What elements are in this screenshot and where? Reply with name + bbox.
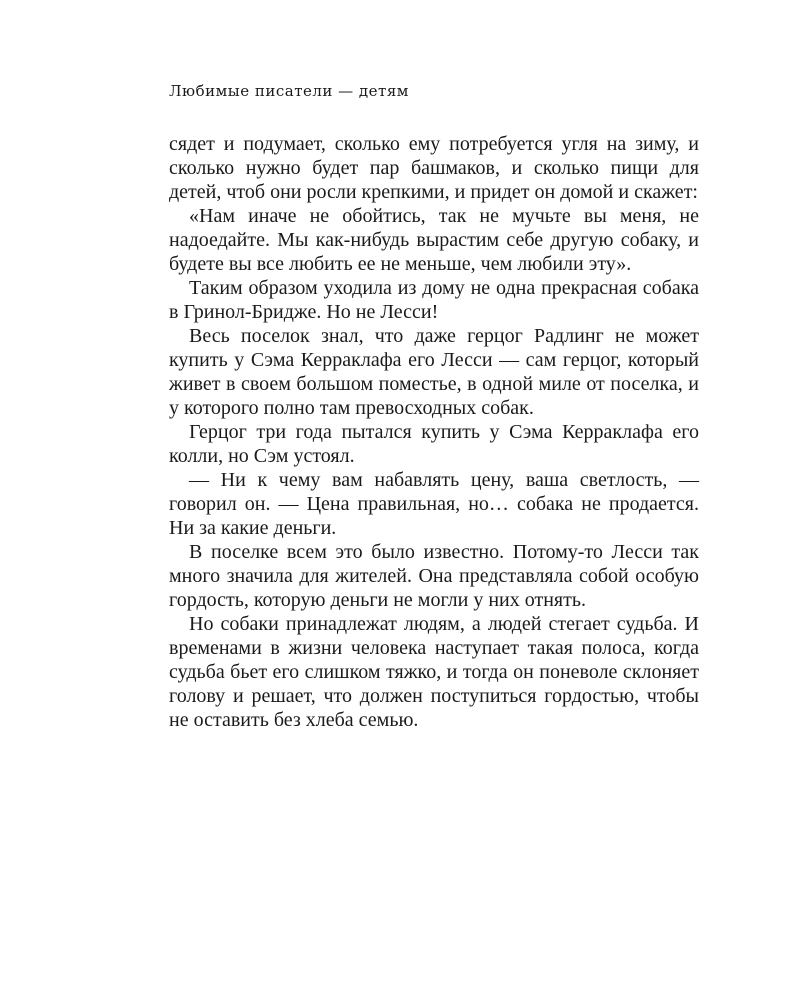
body-text: [169, 132, 699, 732]
paragraph: — Ни к чему вам набавлять цену, ваша светлость, — говорил он. — Цена правильная, но… собака не продается. Ни за какие деньги.: [169, 469, 699, 539]
paragraph: Весь поселок знал, что даже герцог Радлинг не может купить у Сэма Керраклафа его Лесси — сам герцог, который живет в своем большом поместье, в одной миле от поселка, и у которого полно там превосходных собак.: [169, 325, 699, 419]
paragraph: Герцог три года пытался купить у Сэма Керраклафа его колли, но Сэм устоял.: [169, 421, 699, 467]
paragraph: Но собаки принадлежат людям, а людей стегает судьба. И временами в жизни человека наступает такая полоса, когда судьба бьет его слишком тяжко, и тогда он поневоле склоняет голову и решает, что должен поступиться гордостью, чтобы не оставить без хлеба семью.: [169, 613, 699, 731]
paragraph: «Нам иначе не обойтись, так не мучьте вы меня, не надоедайте. Мы как-нибудь вырастим себе другую собаку, и будете вы все любить ее не меньше, чем любили эту».: [169, 205, 699, 275]
paragraph: В поселке всем это было известно. Потому-то Лесси так много значила для жителей. Она представляла собой особую гордость, которую деньги не могли у них отнять.: [169, 541, 699, 611]
paragraph: Таким образом уходила из дому не одна прекрасная собака в Гринол-Бридже. Но не Лесси!: [169, 277, 699, 323]
paragraph: сядет и подумает, сколько ему потребуется угля на зиму, и сколько нужно будет пар башмаков, и сколько пищи для детей, чтоб они росли крепкими, и придет он домой и скажет:: [169, 133, 699, 203]
running-head: Любимые писатели — детям: [169, 82, 409, 100]
